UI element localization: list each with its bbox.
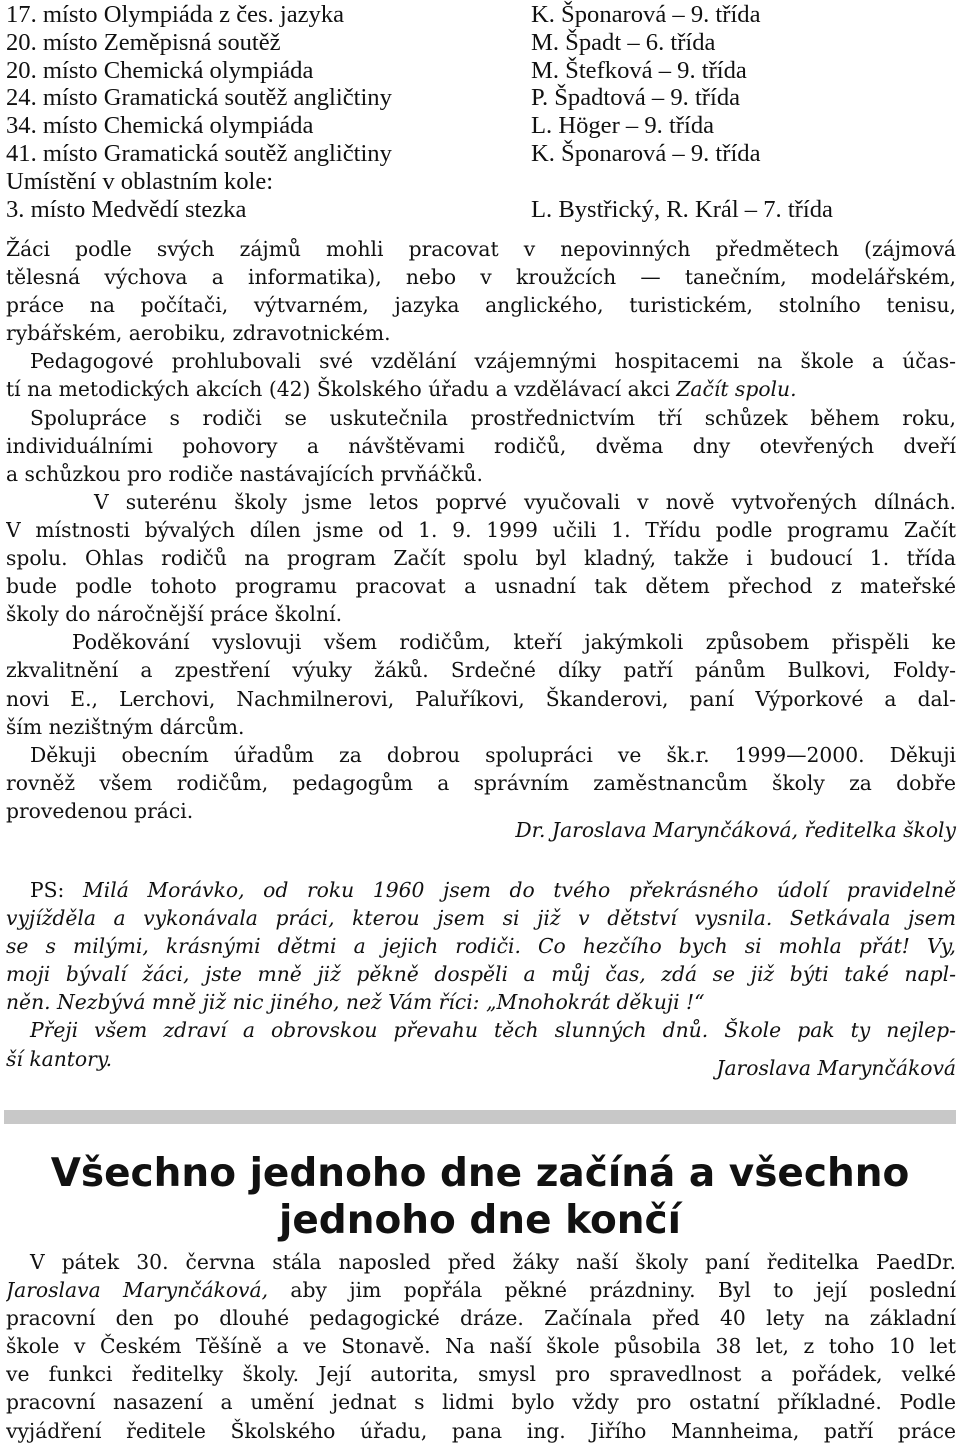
result-row — [6, 112, 954, 140]
result-student: M. Štefková – 9. třída — [531, 56, 747, 84]
result-placement: 3. místo Medvědí stezka — [6, 195, 247, 223]
report-line: tělesná výchova a informatika), nebo v kroužcích — tanečním, modelářském, — [6, 265, 956, 290]
result-student: L. Bystřický, R. Král – 7. třída — [531, 195, 833, 223]
report-line: V suterénu školy jsme letos poprvé vyučovali v nově vytvořených dílnách. — [94, 489, 956, 514]
result-student: K. Šponarová – 9. třída — [531, 1, 761, 28]
article-title — [0, 1150, 960, 1244]
ps-text: ší kantory. — [6, 1046, 113, 1071]
report-body — [6, 235, 956, 825]
ps-label: PS: — [30, 878, 83, 902]
result-row — [6, 1, 954, 29]
report-line: provedenou práci. — [6, 798, 194, 823]
report-line: zkvalitnění a zpestření výuky žáků. Srdečné díky patří pánům Bulkovi, Foldy- — [6, 658, 956, 683]
article-line — [6, 1276, 956, 1304]
ps-text: vyjížděla a vykonávala práci, kterou jsem si již v dětství vysnila. Setkávala jsem — [6, 906, 956, 931]
result-placement: 24. místo Gramatická soutěž angličtiny — [6, 84, 392, 112]
section-divider — [4, 1110, 956, 1124]
ps-line — [6, 960, 956, 988]
report-line: Děkuji obecním úřadům za dobrou spolupráci ve šk.r. 1999—2000. Děkuji — [30, 742, 956, 767]
ps-signature: Jaroslava Marynčáková — [716, 1056, 956, 1080]
report-text: tí na metodických akcích (42) Školského úřadu a vzdělávací akci — [6, 377, 677, 402]
article-text: aby jim popřála pěkné prázdniny. Byl to její poslední — [268, 1278, 956, 1303]
ps-text: něn. Nezbývá mně již nic jiného, než Vám říci: „Mnohokrát děkuji !“ — [6, 990, 705, 1015]
result-student: P. Špadtová – 9. třída — [531, 84, 741, 112]
report-line: rybářském, aerobiku, zdravotnickém. — [6, 321, 391, 346]
report-line: Poděkování vyslovuji všem rodičům, kteří jakýmkoli způsobem přispěli ke — [72, 630, 956, 655]
report-line: ším nezištným dárcům. — [6, 714, 245, 739]
result-row — [6, 57, 954, 85]
report-line: Pedagogové prohlubovali své vzdělání vzájemnými hospitacemi na škole a účas- — [30, 349, 956, 374]
report-line: práce na počítači, výtvarném, jazyka anglického, turistickém, stolního tenisu, — [6, 293, 956, 318]
result-subheading: Umístění v oblastním kole: — [6, 167, 274, 195]
article-body — [6, 1248, 956, 1445]
result-placement: 41. místo Gramatická soutěž angličtiny — [6, 139, 392, 167]
report-line: bude podle tohoto programu pracovat a usnadní tak dětem přechod z mateřské — [6, 574, 956, 599]
report-line: školy do náročnější práce školní. — [6, 602, 343, 627]
result-placement: 34. místo Chemická olympiáda — [6, 112, 314, 140]
result-row — [6, 140, 954, 168]
result-row — [6, 196, 954, 224]
ps-line — [6, 988, 956, 1016]
report-line: a schůzkou pro rodiče nastávajících prvňáčků. — [6, 461, 483, 486]
report-line: V místnosti bývalých dílen jsme od 1. 9. 1999 učili 1. Třídu podle programu Začít — [6, 517, 956, 542]
ps-line — [6, 876, 956, 904]
article-line: vyjádření ředitele Školského úřadu, pana ing. Jiřího Mannheima, patří práce — [6, 1418, 956, 1443]
article-line: ve funkci ředitelky školy. Její autorita, smysl pro spravedlnost a pořádek, velké — [6, 1362, 956, 1387]
ps-text: Milá Morávko, od roku 1960 jsem do tvého překrásného údolí pravidelně — [82, 878, 956, 902]
article-line: pracovní nasazení a umění jednat s lidmi bylo vždy pro ostatní příkladné. Podle — [6, 1390, 956, 1415]
article-line: škole v Českém Těšíně a ve Stonavě. Na naší škole působila 38 let, z toho 10 let — [6, 1334, 956, 1359]
result-placement: 17. místo Olympiáda z čes. jazyka — [6, 1, 345, 28]
postscript — [6, 876, 956, 1073]
article-line: pracovní den po dlouhé pedagogické dráze. Začínala před 40 lety na základní — [6, 1306, 956, 1331]
report-line: novi E., Lerchovi, Nachmilnerovi, Paluříkovi, Škanderovi, paní Výporkové a dal- — [6, 686, 956, 711]
article-line: V pátek 30. června stála naposled před žáky naší školy paní ředitelka PaedDr. — [30, 1250, 956, 1274]
program-name: Začít spolu. — [676, 377, 797, 402]
result-row — [6, 29, 954, 57]
report-line: rovněž všem rodičům, pedagogům a správním zaměstnancům školy za dobře — [6, 770, 956, 795]
director-name: Jaroslava Marynčáková, — [6, 1278, 269, 1303]
result-student: K. Šponarová – 9. třída — [531, 139, 761, 167]
ps-text: moji bývalí žáci, jste mně již pěkně dospěli a můj čas, zdá se již býti také napl- — [6, 962, 956, 987]
ps-line — [6, 904, 956, 932]
result-placement: 20. místo Chemická olympiáda — [6, 56, 314, 84]
result-row — [6, 84, 954, 112]
result-placement: 20. místo Zeměpisná soutěž — [6, 28, 281, 56]
article-title-line: Všechno jednoho dne začíná a všechno — [50, 1151, 910, 1196]
result-row — [6, 168, 954, 196]
ps-line — [6, 932, 956, 960]
article-title-line: jednoho dne končí — [278, 1198, 682, 1243]
report-line: spolu. Ohlas rodičů na program Začít spolu byl kladný, takže i budoucí 1. třída — [6, 546, 956, 571]
report-line: Žáci podle svých zájmů mohli pracovat v nepovinných předmětech (zájmová — [6, 237, 956, 261]
result-student: L. Höger – 9. třída — [531, 112, 715, 140]
ps-text: Přeji všem zdraví a obrovskou převahu těch slunných dnů. Škole pak ty nejlep- — [30, 1018, 956, 1043]
report-line: Spolupráce s rodiči se uskutečnila prostřednictvím tří schůzek během roku, — [30, 405, 956, 430]
competition-results — [6, 1, 954, 223]
report-line: individuálními pohovory a návštěvami rodičů, dvěma dny otevřených dveří — [6, 433, 956, 458]
ps-line — [6, 1016, 956, 1044]
result-student: M. Špadt – 6. třída — [531, 28, 716, 56]
report-line — [6, 375, 956, 403]
ps-text: se s milými, krásnými dětmi a jejich rodiči. Co hezčího bych si mohla přát! Vy, — [6, 934, 956, 959]
director-signature: Dr. Jaroslava Marynčáková, ředitelka školy — [515, 818, 956, 842]
